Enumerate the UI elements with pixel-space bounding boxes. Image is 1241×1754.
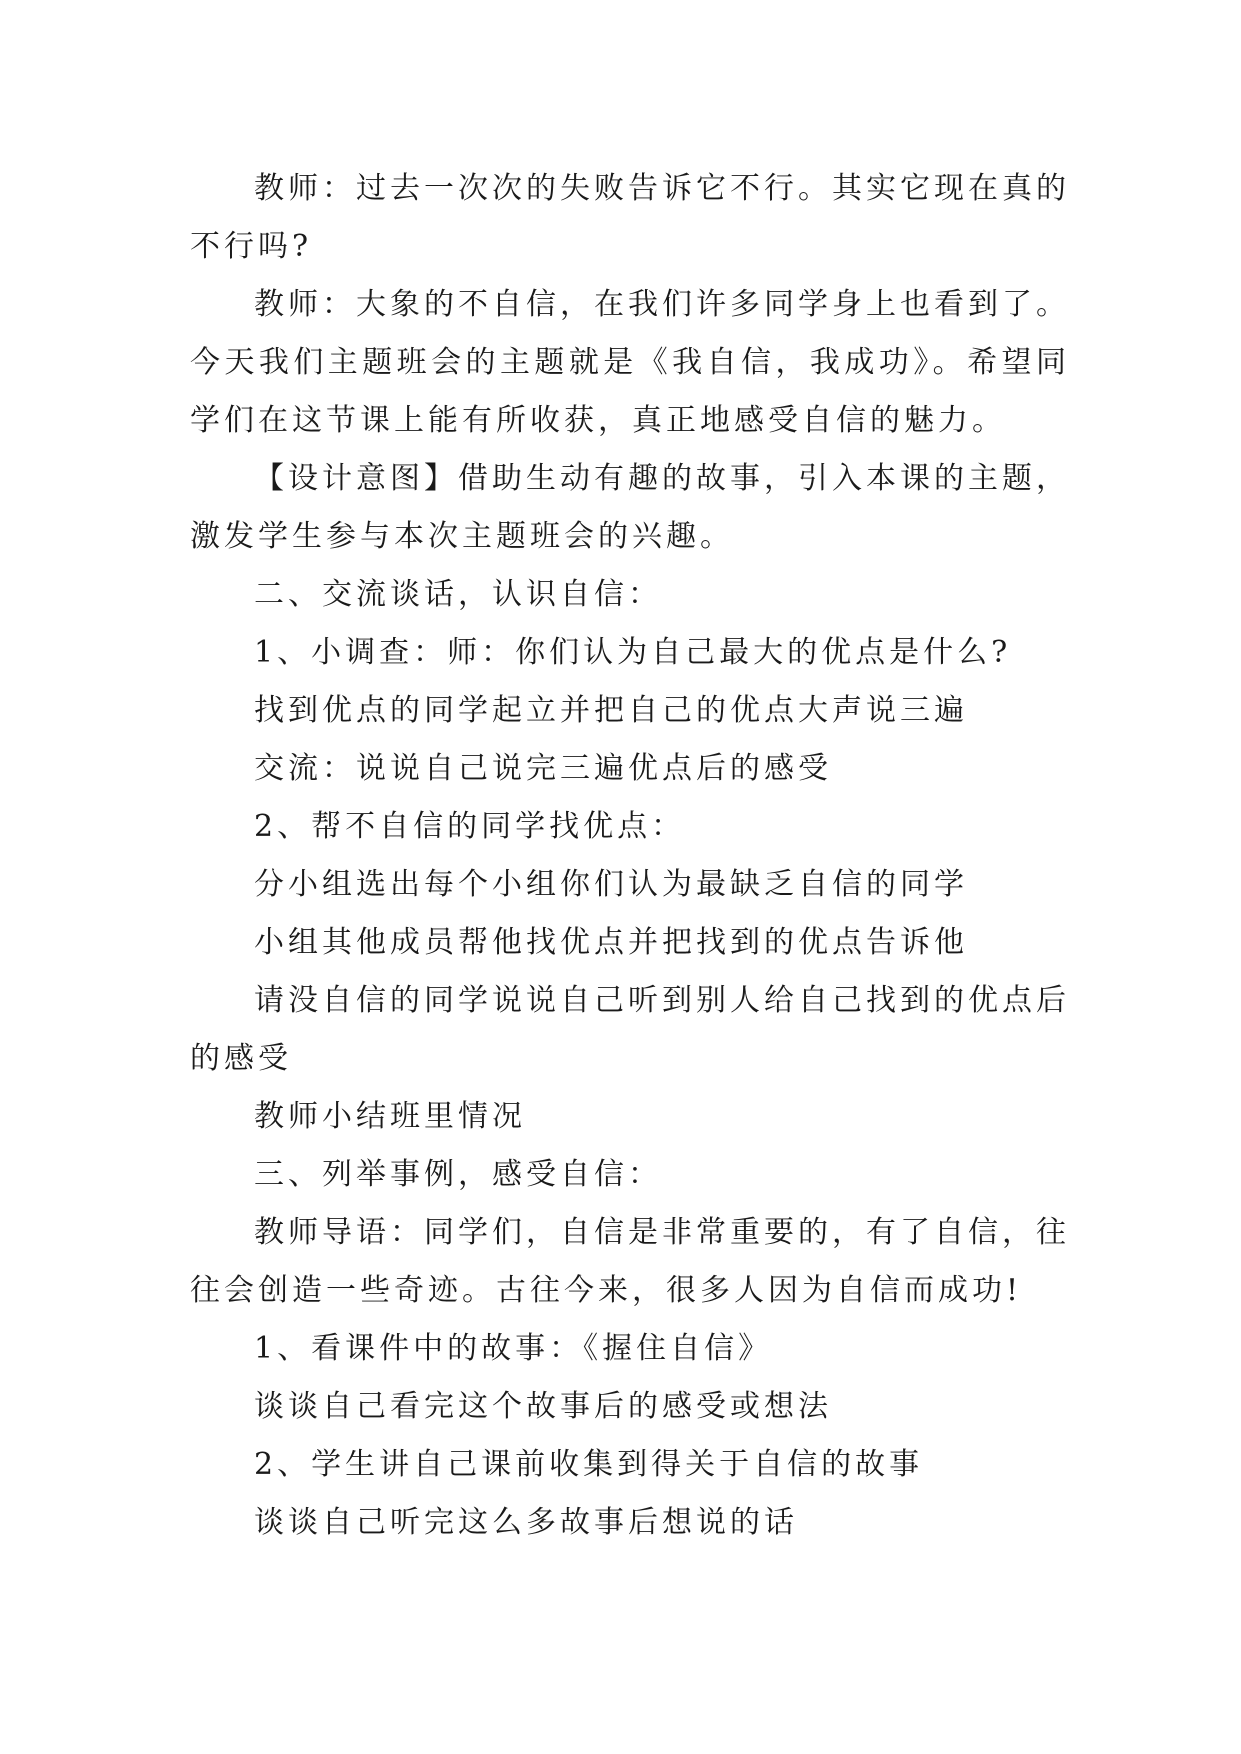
paragraph: 教师：大象的不自信，在我们许多同学身上也看到了。今天我们主题班会的主题就是《我自信，我成功》。希望同学们在这节课上能有所收获，真正地感受自信的魅力。 [190,287,1070,438]
paragraph: 谈谈自己看完这个故事后的感受或想法 [254,1389,832,1424]
paragraph: 小组其他成员帮他找优点并把找到的优点告诉他 [254,925,968,960]
paragraph: 请没自信的同学说说自己听到别人给自己找到的优点后的感受 [190,983,1070,1076]
paragraph: 教师导语：同学们，自信是非常重要的，有了自信，往往会创造一些奇迹。古往今来，很多人因为自信而成功! [190,1215,1070,1308]
paragraph: 教师小结班里情况 [254,1099,526,1134]
paragraph: 找到优点的同学起立并把自己的优点大声说三遍 [254,693,968,728]
paragraph: 2、学生讲自己课前收集到得关于自信的故事 [254,1447,924,1482]
document-body [190,160,1070,1552]
paragraph: 2、帮不自信的同学找优点： [254,809,686,844]
paragraph: 1、小调查：师：你们认为自己最大的优点是什么? [254,635,1012,670]
paragraph: 【设计意图】借助生动有趣的故事，引入本课的主题，激发学生参与本次主题班会的兴趣。 [190,461,1070,554]
paragraph: 谈谈自己听完这么多故事后想说的话 [254,1505,798,1540]
paragraph: 分小组选出每个小组你们认为最缺乏自信的同学 [254,867,968,902]
section-heading: 三、列举事例，感受自信： [254,1157,662,1192]
paragraph: 1、看课件中的故事：《握住自信》 [254,1331,773,1366]
paragraph: 教师：过去一次次的失败告诉它不行。其实它现在真的不行吗? [190,171,1070,264]
section-heading: 二、交流谈话，认识自信： [254,577,662,612]
paragraph: 交流：说说自己说完三遍优点后的感受 [254,751,832,786]
